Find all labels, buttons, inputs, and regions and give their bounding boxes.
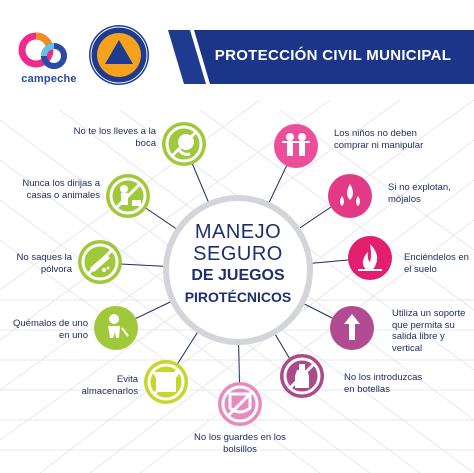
label-one-by-one: Quémalos de uno en uno [13, 318, 88, 341]
label-no-mouth: No te los lleves a la boca [73, 126, 156, 149]
label-no-bottle: No los introduzcas en botellas [344, 372, 423, 395]
label-no-pocket: No los guardes en los bolsillos [194, 432, 286, 455]
label-fire: Enciéndelos en el suelo [404, 252, 469, 275]
water-drops-icon [328, 174, 372, 218]
center-title-line4: PIROTÉCNICOS [184, 289, 292, 305]
no-aim-icon [106, 174, 150, 218]
one-by-one-icon [94, 306, 138, 350]
center-title-line1: MANEJO [194, 221, 282, 243]
label-water: Si no explotan, mójalos [388, 182, 451, 205]
no-pocket-icon [218, 382, 262, 426]
banner-title: PROTECCIÓN CIVIL MUNICIPAL [214, 47, 452, 64]
fire-icon [348, 236, 392, 280]
center-title-line2: SEGURO [193, 243, 283, 265]
mouth-prohibited-icon [162, 122, 206, 166]
label-no-storage: Evita almacenarlos [81, 374, 138, 397]
children-icon [274, 124, 318, 168]
label-children: Los niños no deben comprar ni manipular [334, 128, 424, 151]
rocket-icon [330, 306, 374, 350]
center-title-line3: DE JUEGOS [191, 267, 285, 284]
no-bottle-icon [280, 354, 324, 398]
label-no-powder: No saques la pólvora [16, 252, 72, 275]
center-title-circle [163, 195, 313, 345]
no-storage-box-icon [144, 360, 188, 404]
label-rocket: Utiliza un soporte que permita su salida libre y vertical [392, 308, 466, 354]
campeche-logo-text: campeche [21, 73, 77, 85]
no-powder-icon [78, 240, 122, 284]
label-no-aim: Nunca los dirijas a casas o animales [22, 178, 100, 201]
